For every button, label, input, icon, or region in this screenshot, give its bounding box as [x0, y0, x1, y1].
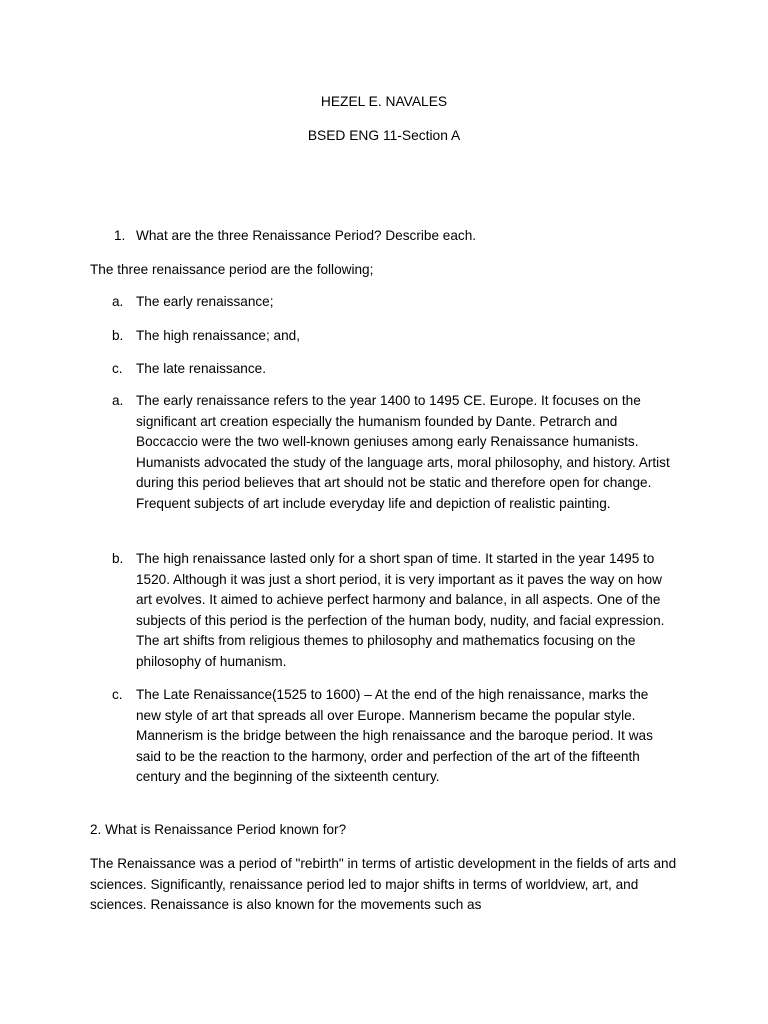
list-marker: b. [112, 328, 124, 343]
list-text: The high renaissance; and, [136, 328, 300, 343]
description-early-renaissance [90, 391, 680, 515]
list-item [90, 292, 680, 313]
question-1 [90, 226, 680, 247]
list-text: The early renaissance; [136, 294, 274, 309]
description-text: The high renaissance lasted only for a short span of time. It started in the year 1495 to 1520. Although it was just a short period, it is very important as it paves the way on how art evolves. It aimed to achieve perfect harmony and balance, in all aspects. One of the subjects of this period is the perfection of the human body, nudity, and facial expression. The art shifts from religious themes to philosophy and mathematics focusing on the philosophy of humanism. [136, 551, 665, 669]
description-text: The early renaissance refers to the year 1400 to 1495 CE. Europe. It focuses on the significant art creation especially the humanism founded by Dante. Petrarch and Boccaccio were the two well-known geniuses among early Renaissance humanists. Humanists advocated the study of the language arts, moral philosophy, and history. Artist during this period believes that art should not be static and therefore open for change. Frequent subjects of art include everyday life and depiction of realistic painting. [136, 393, 670, 511]
question-number: 1. [114, 228, 126, 243]
question-2: 2. What is Renaissance Period known for? [90, 822, 347, 837]
description-text: The Late Renaissance(1525 to 1600) – At the end of the high renaissance, marks the new style of art that spreads all over Europe. Mannerism became the popular style. Mannerism is the bridge between the high renaissance and the baroque period. It was said to be the reaction to the harmony, order and perfection of the art of the fifteenth century and the beginning of the sixteenth century. [136, 687, 653, 785]
question-text: What are the three Renaissance Period? Describe each. [136, 228, 477, 243]
intro-paragraph: The three renaissance period are the following; [90, 262, 374, 277]
description-late-renaissance [90, 685, 680, 788]
list-marker: b. [112, 551, 124, 566]
list-text: The late renaissance. [136, 361, 266, 376]
list-marker: a. [112, 294, 124, 309]
list-item [90, 326, 680, 347]
list-marker: c. [112, 687, 123, 702]
list-item [90, 359, 680, 380]
list-marker: c. [112, 361, 123, 376]
description-high-renaissance [90, 549, 680, 673]
class-section: BSED ENG 11-Section A [307, 128, 461, 143]
answer-paragraph: The Renaissance was a period of "rebirth" in terms of artistic development in the fields of arts and sciences. Significantly, renaissance period led to major shifts in terms of worldview, art, and sciences. Renaissance is also known for the movements such as [90, 856, 677, 913]
list-marker: a. [112, 393, 124, 408]
author-name: HEZEL E. NAVALES [320, 94, 448, 109]
